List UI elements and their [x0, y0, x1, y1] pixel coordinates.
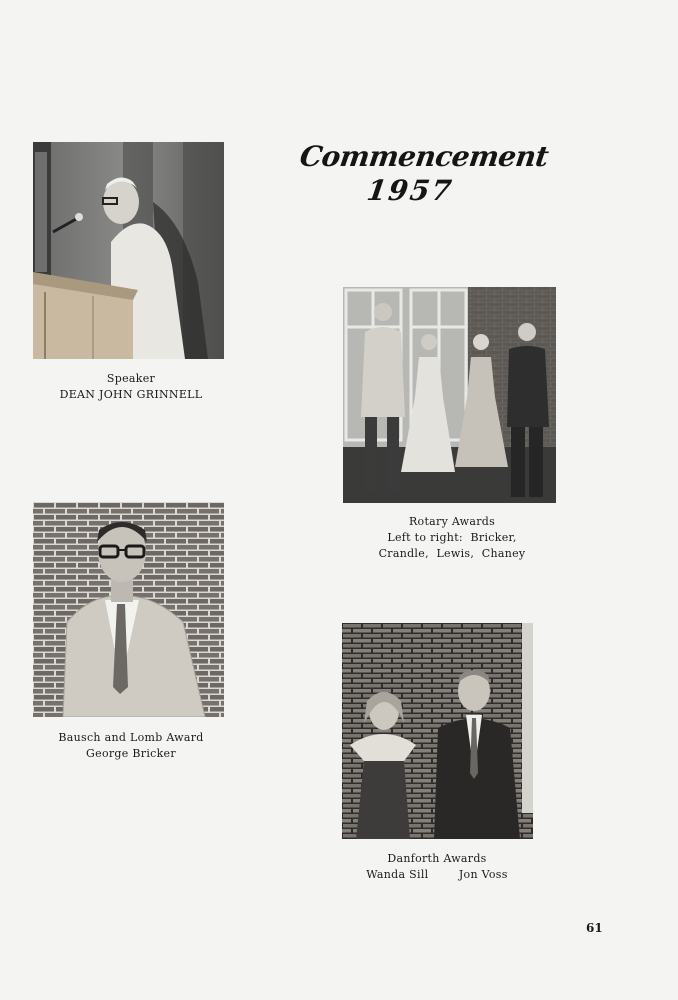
bausch-lomb-photo	[33, 502, 224, 717]
rotary-caption	[343, 514, 561, 562]
rotary-caption-title: Rotary Awards	[408, 515, 496, 528]
title-year: 1957	[364, 174, 456, 207]
page-title	[297, 140, 551, 208]
title-commencement: Commencement	[297, 140, 551, 173]
rotary-caption-line3: Crandle, Lewis, Chaney	[378, 547, 526, 560]
speaker-caption	[33, 371, 229, 403]
bausch-lomb-caption-title: Bausch and Lomb Award	[58, 731, 204, 744]
rotary-awards-photo	[343, 287, 556, 503]
danforth-caption-names: Wanda Sill Jon Voss	[366, 868, 508, 881]
speaker-photo	[33, 142, 224, 359]
danforth-caption-title: Danforth Awards	[387, 852, 487, 865]
bausch-lomb-caption-name: George Bricker	[86, 747, 176, 760]
danforth-awards-photo	[342, 623, 533, 839]
danforth-caption	[337, 851, 537, 883]
page-number: 61	[586, 921, 603, 935]
rotary-caption-line2: Left to right: Bricker,	[387, 531, 517, 544]
speaker-caption-name: DEAN JOHN GRINNELL	[59, 388, 203, 401]
bausch-lomb-caption	[33, 730, 229, 762]
speaker-caption-role: Speaker	[106, 372, 156, 385]
